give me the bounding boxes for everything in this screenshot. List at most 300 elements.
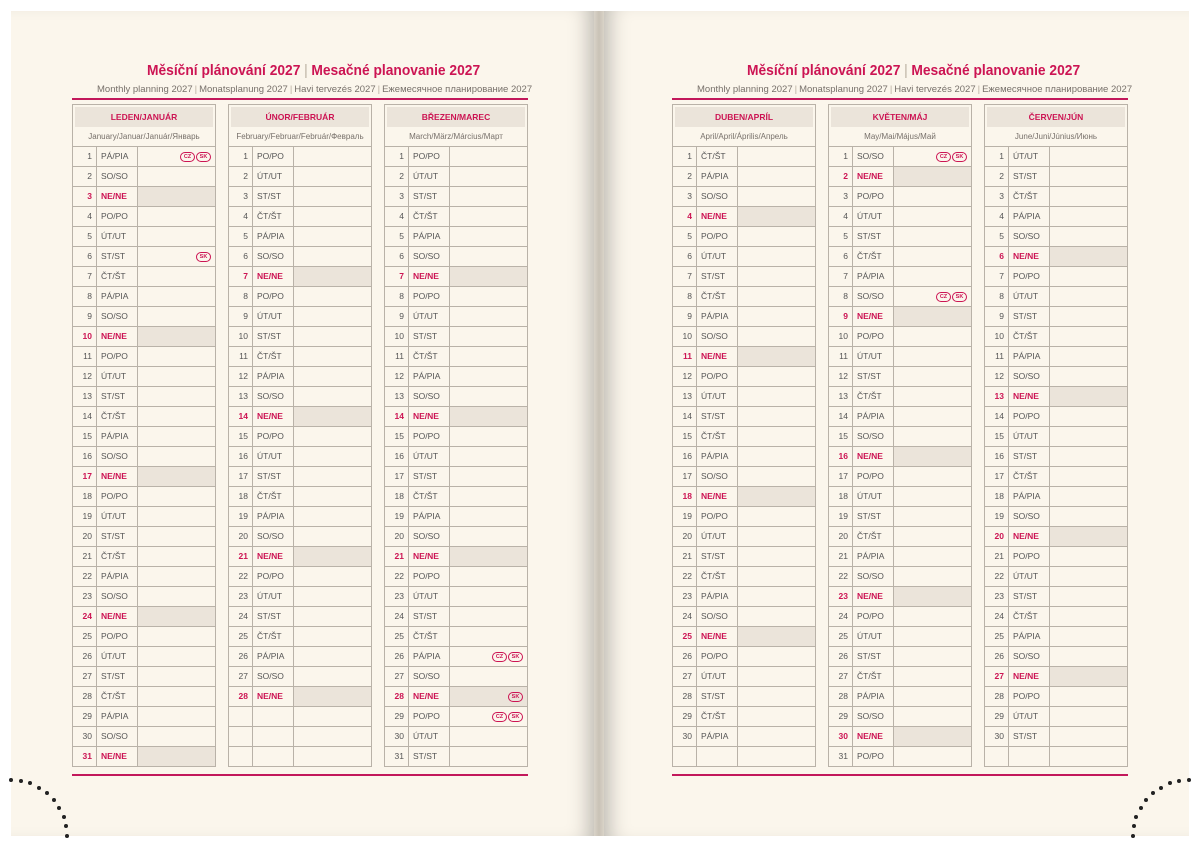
month-table-february [228, 104, 372, 767]
day-number: 4 [229, 207, 253, 226]
day-number: 21 [829, 547, 853, 566]
note-cell [894, 667, 971, 686]
day-number: 22 [829, 567, 853, 586]
note-cell [294, 247, 371, 266]
day-row [673, 407, 815, 427]
weekday-label [253, 727, 294, 746]
note-cell [294, 307, 371, 326]
weekday-label: PÁ/PIA [97, 427, 138, 446]
day-row [385, 527, 527, 547]
day-number: 11 [985, 347, 1009, 366]
day-number: 14 [229, 407, 253, 426]
month-name: DUBEN/APRÍL [675, 107, 813, 127]
weekday-label: SO/SO [253, 667, 294, 686]
day-row [385, 507, 527, 527]
weekday-label: PÁ/PIA [1009, 487, 1050, 506]
day-row [673, 347, 815, 367]
day-row [829, 367, 971, 387]
note-cell [450, 567, 527, 586]
note-cell [450, 687, 527, 706]
month-name: ÚNOR/FEBRUÁR [231, 107, 369, 127]
weekday-label: ST/ST [409, 747, 450, 766]
day-row [673, 247, 815, 267]
month-name: BŘEZEN/MAREC [387, 107, 525, 127]
day-row [985, 387, 1127, 407]
day-row [985, 527, 1127, 547]
note-cell [738, 287, 815, 306]
day-row [829, 527, 971, 547]
day-number: 20 [385, 527, 409, 546]
day-row [73, 227, 215, 247]
note-cell [450, 667, 527, 686]
note-cell [894, 447, 971, 466]
weekday-label: NE/NE [853, 447, 894, 466]
day-row [385, 667, 527, 687]
day-row [385, 547, 527, 567]
day-number: 22 [673, 567, 697, 586]
day-row [385, 387, 527, 407]
day-number: 10 [73, 327, 97, 346]
weekday-label: ST/ST [409, 187, 450, 206]
note-cell [450, 407, 527, 426]
note-cell [738, 747, 815, 766]
note-cell [294, 207, 371, 226]
note-cell [738, 247, 815, 266]
weekday-label: ÚT/UT [409, 307, 450, 326]
title-czech: Měsíční plánování 2027 [747, 62, 901, 79]
note-cell [294, 327, 371, 346]
day-number: 6 [829, 247, 853, 266]
day-row [829, 467, 971, 487]
day-number: 30 [673, 727, 697, 746]
day-number: 17 [385, 467, 409, 486]
note-cell [738, 567, 815, 586]
day-row [985, 347, 1127, 367]
day-row [829, 307, 971, 327]
note-cell [894, 147, 971, 166]
note-cell [738, 687, 815, 706]
day-number: 31 [73, 747, 97, 766]
weekday-label: ST/ST [409, 607, 450, 626]
day-number: 3 [673, 187, 697, 206]
day-row [385, 227, 527, 247]
note-cell [294, 487, 371, 506]
weekday-label: ČT/ŠT [697, 567, 738, 586]
day-number: 19 [73, 507, 97, 526]
note-cell [138, 327, 215, 346]
day-row [229, 547, 371, 567]
day-row [385, 327, 527, 347]
note-cell [294, 387, 371, 406]
day-number: 13 [985, 387, 1009, 406]
day-number: 12 [229, 367, 253, 386]
day-number: 26 [73, 647, 97, 666]
weekday-label: PÁ/PIA [853, 687, 894, 706]
day-number: 29 [829, 707, 853, 726]
day-number: 28 [385, 687, 409, 706]
note-cell [138, 407, 215, 426]
note-cell [294, 407, 371, 426]
weekday-label: PÁ/PIA [853, 267, 894, 286]
day-row [985, 447, 1127, 467]
day-row [829, 507, 971, 527]
day-number: 26 [985, 647, 1009, 666]
day-row [985, 687, 1127, 707]
day-row [73, 667, 215, 687]
weekday-label: PÁ/PIA [97, 567, 138, 586]
month-subtitle: January/Januar/Január/Январь [73, 127, 215, 147]
day-row [673, 607, 815, 627]
day-number: 30 [829, 727, 853, 746]
day-number: 13 [73, 387, 97, 406]
holiday-badge-sk: SK [952, 292, 967, 302]
month-table-june [984, 104, 1128, 767]
weekday-label: ÚT/UT [853, 487, 894, 506]
day-number: 25 [73, 627, 97, 646]
day-row [829, 687, 971, 707]
day-row [229, 307, 371, 327]
weekday-label: ČT/ŠT [409, 347, 450, 366]
note-cell [1050, 707, 1127, 726]
day-number: 13 [385, 387, 409, 406]
day-number: 8 [829, 287, 853, 306]
weekday-label: ST/ST [853, 227, 894, 246]
title-slovak: Mesačné planovanie 2027 [311, 62, 481, 79]
note-cell [138, 627, 215, 646]
note-cell [450, 327, 527, 346]
day-row [985, 147, 1127, 167]
day-row [229, 147, 371, 167]
day-number: 15 [829, 427, 853, 446]
day-number [229, 747, 253, 766]
day-row [73, 467, 215, 487]
note-cell [738, 467, 815, 486]
day-number: 21 [673, 547, 697, 566]
weekday-label: NE/NE [409, 267, 450, 286]
weekday-label: ČT/ŠT [697, 707, 738, 726]
weekday-label: ÚT/UT [97, 227, 138, 246]
note-cell [450, 367, 527, 386]
weekday-label: SO/SO [1009, 507, 1050, 526]
day-number: 22 [229, 567, 253, 586]
weekday-label: ÚT/UT [1009, 567, 1050, 586]
note-cell [1050, 207, 1127, 226]
note-cell [1050, 727, 1127, 746]
weekday-label: ÚT/UT [97, 367, 138, 386]
day-row [229, 347, 371, 367]
day-number: 24 [229, 607, 253, 626]
day-number: 6 [229, 247, 253, 266]
weekday-label: ČT/ŠT [697, 287, 738, 306]
day-number: 5 [73, 227, 97, 246]
decorative-dot [65, 834, 69, 838]
note-cell [894, 727, 971, 746]
day-number: 17 [829, 467, 853, 486]
day-row [385, 607, 527, 627]
weekday-label: NE/NE [853, 307, 894, 326]
day-row [985, 187, 1127, 207]
note-cell [1050, 467, 1127, 486]
weekday-label: NE/NE [853, 167, 894, 186]
day-number: 13 [673, 387, 697, 406]
empty-row [229, 727, 371, 747]
weekday-label: SO/SO [409, 387, 450, 406]
holiday-badge-sk: SK [952, 152, 967, 162]
day-row [829, 387, 971, 407]
day-number: 8 [985, 287, 1009, 306]
weekday-label: ST/ST [697, 407, 738, 426]
day-number: 12 [985, 367, 1009, 386]
weekday-label: PO/PO [409, 427, 450, 446]
weekday-label: SO/SO [697, 187, 738, 206]
note-cell [294, 467, 371, 486]
day-number: 10 [829, 327, 853, 346]
day-row [229, 367, 371, 387]
day-number: 18 [673, 487, 697, 506]
day-number: 17 [229, 467, 253, 486]
day-row [229, 587, 371, 607]
day-row [673, 487, 815, 507]
day-row [73, 287, 215, 307]
note-cell [294, 547, 371, 566]
weekday-label: ČT/ŠT [409, 627, 450, 646]
weekday-label: ČT/ŠT [697, 147, 738, 166]
weekday-label: NE/NE [1009, 667, 1050, 686]
day-number: 5 [829, 227, 853, 246]
weekday-label: PO/PO [253, 567, 294, 586]
day-row [385, 627, 527, 647]
day-row [385, 407, 527, 427]
note-cell [138, 167, 215, 186]
weekday-label: PÁ/PIA [97, 707, 138, 726]
weekday-label: ČT/ŠT [97, 687, 138, 706]
note-cell [894, 527, 971, 546]
day-number: 1 [673, 147, 697, 166]
day-row [829, 487, 971, 507]
weekday-label: ÚT/UT [1009, 427, 1050, 446]
weekday-label: ÚT/UT [253, 447, 294, 466]
day-number: 16 [229, 447, 253, 466]
note-cell [294, 447, 371, 466]
weekday-label [697, 747, 738, 766]
day-row [829, 227, 971, 247]
note-cell [894, 267, 971, 286]
day-row [985, 707, 1127, 727]
day-row [985, 227, 1127, 247]
note-cell [138, 287, 215, 306]
day-row [385, 747, 527, 767]
month-rows [985, 147, 1127, 767]
right-page-title: Měsíční plánování 2027 | Mesačné planovanie 2027 [747, 62, 1081, 79]
weekday-label: NE/NE [97, 467, 138, 486]
day-number: 3 [385, 187, 409, 206]
note-cell [1050, 647, 1127, 666]
day-number: 23 [73, 587, 97, 606]
subtitle-german: Monatsplanung 2027 [199, 84, 288, 95]
day-number: 17 [73, 467, 97, 486]
day-row [73, 407, 215, 427]
day-row [73, 147, 215, 167]
right-footer-rule [672, 774, 1128, 776]
day-number: 21 [985, 547, 1009, 566]
day-number: 18 [985, 487, 1009, 506]
day-row [673, 627, 815, 647]
day-number: 6 [985, 247, 1009, 266]
day-number: 9 [673, 307, 697, 326]
weekday-label: ÚT/UT [253, 167, 294, 186]
day-row [73, 547, 215, 567]
day-number: 30 [385, 727, 409, 746]
day-number [673, 747, 697, 766]
note-cell [894, 467, 971, 486]
day-row [73, 747, 215, 767]
day-number: 3 [985, 187, 1009, 206]
holiday-badge-cz: CZ [492, 652, 507, 662]
day-number: 22 [985, 567, 1009, 586]
weekday-label: ST/ST [97, 247, 138, 266]
weekday-label: PÁ/PIA [697, 167, 738, 186]
day-number: 9 [985, 307, 1009, 326]
note-cell [138, 427, 215, 446]
weekday-label: NE/NE [409, 687, 450, 706]
day-row [73, 507, 215, 527]
note-cell [294, 147, 371, 166]
note-cell [294, 427, 371, 446]
day-number: 9 [829, 307, 853, 326]
note-cell [138, 307, 215, 326]
day-row [73, 567, 215, 587]
day-row [673, 367, 815, 387]
note-cell [138, 667, 215, 686]
day-row [385, 367, 527, 387]
day-number: 23 [229, 587, 253, 606]
note-cell [1050, 367, 1127, 386]
day-row [673, 707, 815, 727]
day-number: 20 [229, 527, 253, 546]
note-cell [738, 407, 815, 426]
day-row [73, 607, 215, 627]
weekday-label: ÚT/UT [853, 207, 894, 226]
day-number: 30 [73, 727, 97, 746]
day-row [385, 147, 527, 167]
note-cell [138, 587, 215, 606]
weekday-label: PO/PO [853, 747, 894, 766]
day-row [385, 447, 527, 467]
day-row [229, 287, 371, 307]
day-row [829, 147, 971, 167]
note-cell [1050, 227, 1127, 246]
day-row [73, 727, 215, 747]
weekday-label: SO/SO [853, 567, 894, 586]
day-row [829, 167, 971, 187]
weekday-label: NE/NE [409, 547, 450, 566]
day-number: 11 [229, 347, 253, 366]
day-row [229, 607, 371, 627]
weekday-label: ST/ST [1009, 447, 1050, 466]
note-cell [294, 587, 371, 606]
note-cell [138, 347, 215, 366]
month-rows [829, 147, 971, 767]
holiday-badge-sk: SK [196, 252, 211, 262]
note-cell [294, 507, 371, 526]
empty-row [673, 747, 815, 767]
weekday-label: PO/PO [697, 507, 738, 526]
day-number: 19 [673, 507, 697, 526]
day-row [673, 227, 815, 247]
weekday-label: ST/ST [697, 687, 738, 706]
weekday-label: NE/NE [1009, 247, 1050, 266]
day-row [985, 287, 1127, 307]
day-number: 15 [985, 427, 1009, 446]
note-cell [1050, 567, 1127, 586]
book-gutter [594, 11, 604, 836]
weekday-label: ÚT/UT [253, 587, 294, 606]
day-number: 6 [73, 247, 97, 266]
day-row [73, 207, 215, 227]
weekday-label: SO/SO [97, 587, 138, 606]
day-row [985, 167, 1127, 187]
day-number: 24 [985, 607, 1009, 626]
day-number: 27 [229, 667, 253, 686]
day-number: 8 [385, 287, 409, 306]
note-cell [1050, 487, 1127, 506]
note-cell [450, 727, 527, 746]
month-table-april [672, 104, 816, 767]
weekday-label: ST/ST [1009, 587, 1050, 606]
note-cell [138, 567, 215, 586]
weekday-label: PÁ/PIA [1009, 627, 1050, 646]
note-cell [894, 347, 971, 366]
day-number [229, 727, 253, 746]
day-row [229, 267, 371, 287]
day-number: 2 [385, 167, 409, 186]
note-cell [294, 347, 371, 366]
day-number: 11 [829, 347, 853, 366]
day-row [673, 307, 815, 327]
note-cell [450, 167, 527, 186]
day-number: 4 [829, 207, 853, 226]
day-number: 18 [229, 487, 253, 506]
day-row [985, 427, 1127, 447]
day-row [73, 647, 215, 667]
weekday-label: SO/SO [97, 307, 138, 326]
decorative-dot [1131, 834, 1135, 838]
note-cell [894, 227, 971, 246]
day-row [829, 547, 971, 567]
note-cell [738, 207, 815, 226]
weekday-label: NE/NE [697, 347, 738, 366]
day-number: 27 [73, 667, 97, 686]
note-cell [1050, 327, 1127, 346]
day-number: 5 [673, 227, 697, 246]
note-cell [138, 267, 215, 286]
weekday-label: ČT/ŠT [97, 407, 138, 426]
note-cell [738, 167, 815, 186]
day-row [73, 687, 215, 707]
weekday-label: ČT/ŠT [409, 207, 450, 226]
title-slovak: Mesačné planovanie 2027 [911, 62, 1081, 79]
holiday-badge-sk: SK [508, 652, 523, 662]
weekday-label: ČT/ŠT [409, 487, 450, 506]
weekday-label: PÁ/PIA [409, 647, 450, 666]
day-row [229, 567, 371, 587]
day-row [673, 507, 815, 527]
day-number: 5 [385, 227, 409, 246]
weekday-label: PÁ/PIA [1009, 207, 1050, 226]
left-page-subtitle: Monthly planning 2027 | Monatsplanung 2027 | Havi tervezés 2027 | Ежемесячное планирование 2027 [97, 84, 533, 95]
left-header-rule [72, 98, 528, 100]
note-cell [1050, 267, 1127, 286]
